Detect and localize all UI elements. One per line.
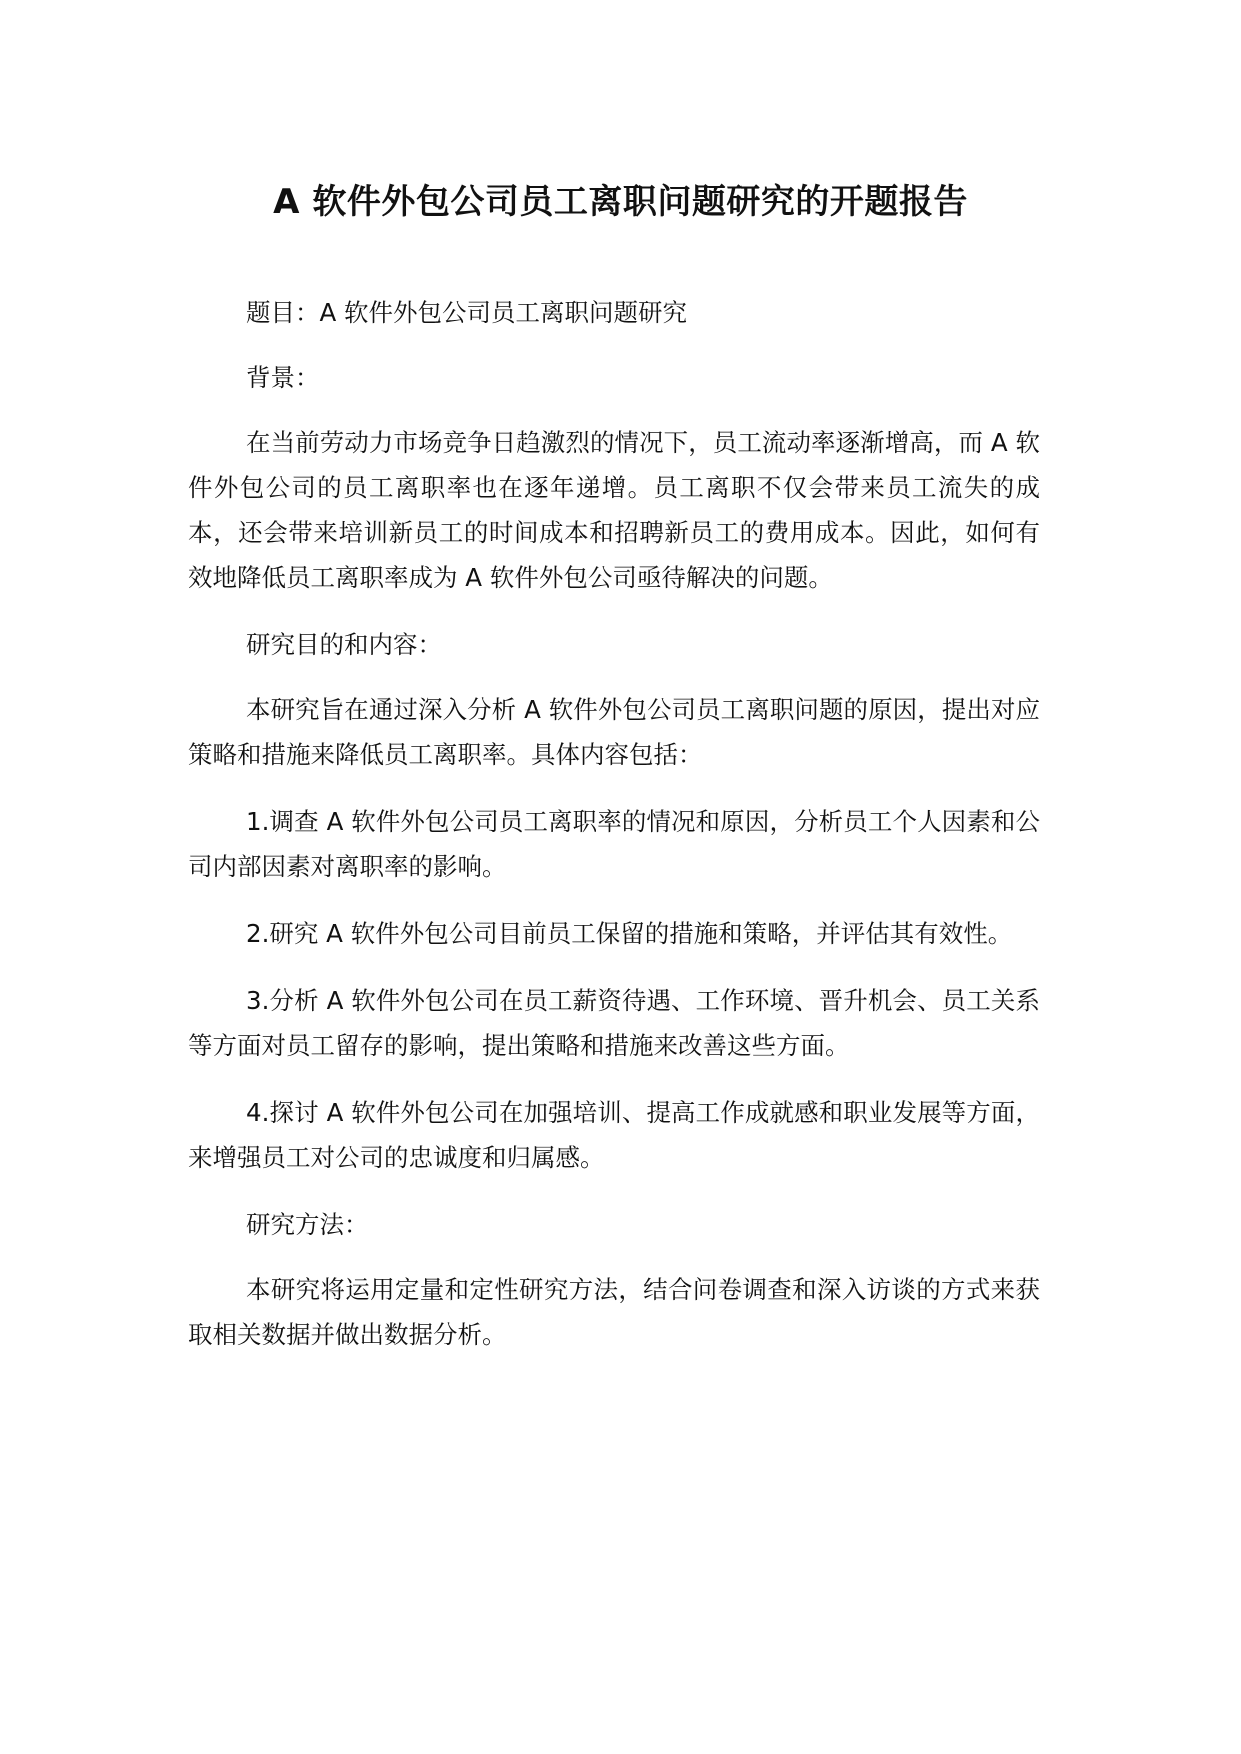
document-title: A 软件外包公司员工离职问题研究的开题报告 [273, 182, 968, 222]
background-heading: 背景： [246, 363, 320, 392]
document-body [188, 290, 1040, 1357]
purpose-heading: 研究目的和内容： [246, 630, 442, 659]
background-paragraph: 在当前劳动力市场竞争日趋激烈的情况下，员工流动率逐渐增高，而 A 软件外包公司的员工离职率也在逐年递增。员工离职不仅会带来员工流失的成本，还会带来培训新员工的时间成本和招聘新员工的费用成本。因此，如何有效地降低员工离职率成为 A 软件外包公司亟待解决的问题。 [188, 428, 1040, 592]
content-item-3: 3.分析 A 软件外包公司在员工薪资待遇、工作环境、晋升机会、员工关系等方面对员工留存的影响，提出策略和措施来改善这些方面。 [188, 986, 1040, 1060]
topic-paragraph: 题目：A 软件外包公司员工离职问题研究 [246, 298, 688, 327]
content-item-4: 4.探讨 A 软件外包公司在加强培训、提高工作成就感和职业发展等方面，来增强员工对公司的忠诚度和归属感。 [188, 1098, 1040, 1172]
method-paragraph: 本研究将运用定量和定性研究方法，结合问卷调查和深入访谈的方式来获取相关数据并做出数据分析。 [188, 1275, 1040, 1349]
content-item-1: 1.调查 A 软件外包公司员工离职率的情况和原因，分析员工个人因素和公司内部因素对离职率的影响。 [188, 807, 1040, 881]
content-item-2: 2.研究 A 软件外包公司目前员工保留的措施和策略，并评估其有效性。 [246, 919, 1013, 948]
method-heading: 研究方法： [246, 1210, 369, 1239]
purpose-paragraph: 本研究旨在通过深入分析 A 软件外包公司员工离职问题的原因，提出对应策略和措施来降低员工离职率。具体内容包括： [188, 695, 1040, 769]
